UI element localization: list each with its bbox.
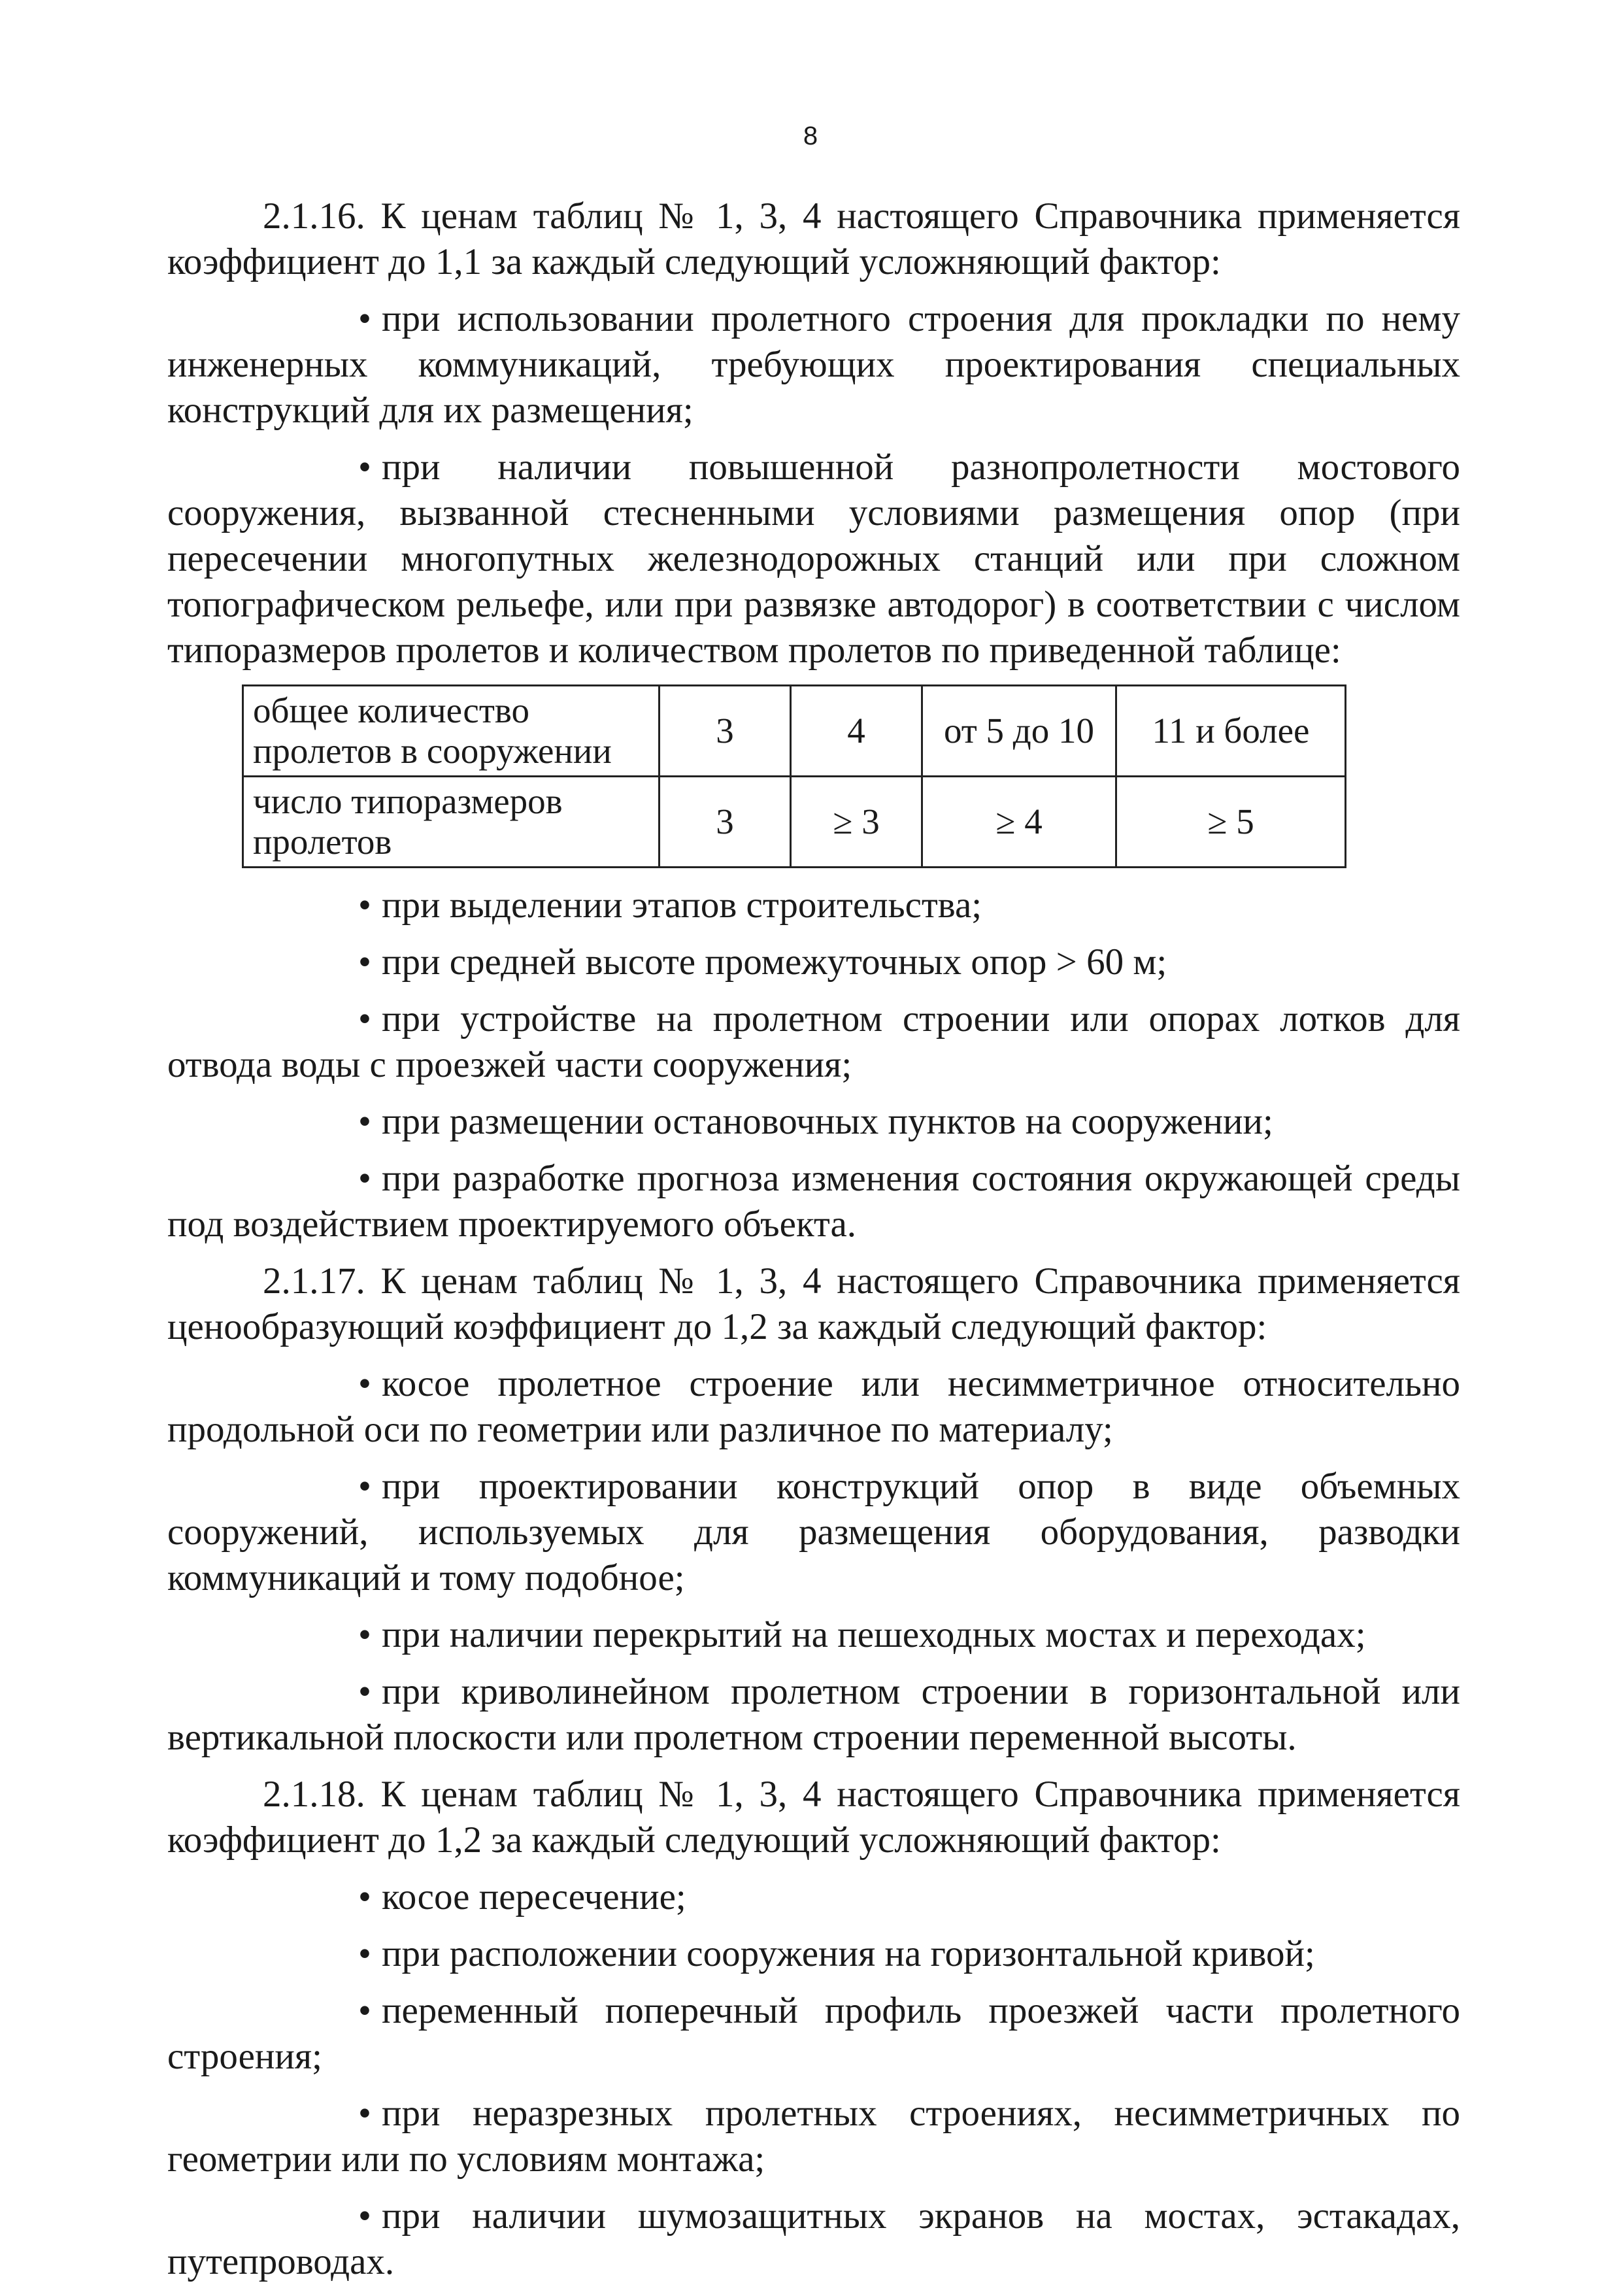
table-cell: от 5 до 10: [922, 686, 1116, 777]
list-item: • при разработке прогноза изменения состояния окружающей среды под воздействием проектируемого объекта.: [167, 1156, 1460, 1247]
bullet-icon: •: [358, 1101, 371, 1142]
page-number: 8: [803, 122, 818, 150]
bullet-icon: •: [358, 941, 371, 983]
bullet-icon: •: [358, 2093, 371, 2134]
table-cell: 3: [660, 777, 791, 868]
list-item: • косое пролетное строение или несимметричное относительно продольной оси по геометрии или различное по материалу;: [167, 1361, 1460, 1453]
bullet-icon: •: [358, 2195, 371, 2237]
list-item: • при расположении сооружения на горизонтальной кривой;: [167, 1931, 1460, 1977]
bullet-icon: •: [358, 885, 371, 926]
list-item: • при наличии шумозащитных экранов на мостах, эстакадах, путепроводах.: [167, 2193, 1460, 2285]
bullet-icon: •: [358, 1990, 371, 2031]
table-cell: ≥ 5: [1116, 777, 1346, 868]
bullet-icon: •: [358, 1671, 371, 1712]
section-2-1-16-intro: 2.1.16. К ценам таблиц № 1, 3, 4 настоящего Справочника применяется коэффициент до 1,1 за каждый следующий усложняющий фактор:: [167, 195, 1460, 282]
bullet-icon: •: [358, 447, 371, 488]
table-cell: 4: [791, 686, 922, 777]
bullet-icon: •: [358, 1876, 371, 1917]
list-item: • при выделении этапов строительства;: [167, 883, 1460, 928]
list-item: • при наличии повышенной разнопролетности мостового сооружения, вызванной стесненными условиями размещения опор (при пересечении многопутных железнодорожных станций или при сложном топографическом рельефе, или при развязке автодорог) в соответствии с числом типоразмеров пролетов и количеством пролетов по приведенной таблице:: [167, 445, 1460, 673]
table-row: [243, 777, 1346, 868]
list-item: • при криволинейном пролетном строении в горизонтальной или вертикальной плоскости или пролетном строении переменной высоты.: [167, 1669, 1460, 1761]
bullet-icon: •: [358, 1466, 371, 1507]
bullet-icon: •: [358, 1614, 371, 1655]
table-cell: ≥ 3: [791, 777, 922, 868]
table-row-label: общее количество пролетов в сооружении: [243, 686, 660, 777]
document-body: [167, 194, 1460, 2296]
table-row: [243, 686, 1346, 777]
bullet-icon: •: [358, 298, 371, 339]
list-item: • при наличии перекрытий на пешеходных мостах и переходах;: [167, 1612, 1460, 1658]
list-item: • при устройстве на пролетном строении или опорах лотков для отвода воды с проезжей части сооружения;: [167, 996, 1460, 1088]
table-cell: 3: [660, 686, 791, 777]
section-2-1-18-intro: 2.1.18. К ценам таблиц № 1, 3, 4 настоящего Справочника применяется коэффициент до 1,2 за каждый следующий усложняющий фактор:: [167, 1774, 1460, 1861]
list-item: • при использовании пролетного строения для прокладки по нему инженерных коммуникаций, требующих проектирования специальных конструкций для их размещения;: [167, 296, 1460, 433]
bullet-icon: •: [358, 998, 371, 1039]
table-row-label: число типоразмеров пролетов: [243, 777, 660, 868]
bullet-icon: •: [358, 1933, 371, 1974]
bullet-icon: •: [358, 1158, 371, 1199]
list-item: • при неразрезных пролетных строениях, несимметричных по геометрии или по условиям монтажа;: [167, 2091, 1460, 2182]
list-item: • при проектировании конструкций опор в виде объемных сооружений, используемых для размещения оборудования, разводки коммуникаций и тому подобное;: [167, 1464, 1460, 1601]
section-2-1-17-intro: 2.1.17. К ценам таблиц № 1, 3, 4 настоящего Справочника применяется ценообразующий коэффициент до 1,2 за каждый следующий фактор:: [167, 1260, 1460, 1347]
list-item: • при размещении остановочных пунктов на сооружении;: [167, 1099, 1460, 1145]
bullet-icon: •: [358, 1363, 371, 1404]
table-cell: 11 и более: [1116, 686, 1346, 777]
list-item: • при средней высоте промежуточных опор > 60 м;: [167, 939, 1460, 985]
list-item: • косое пересечение;: [167, 1874, 1460, 1920]
table-cell: ≥ 4: [922, 777, 1116, 868]
spans-table: [242, 684, 1346, 868]
list-item: • переменный поперечный профиль проезжей части пролетного строения;: [167, 1988, 1460, 2080]
